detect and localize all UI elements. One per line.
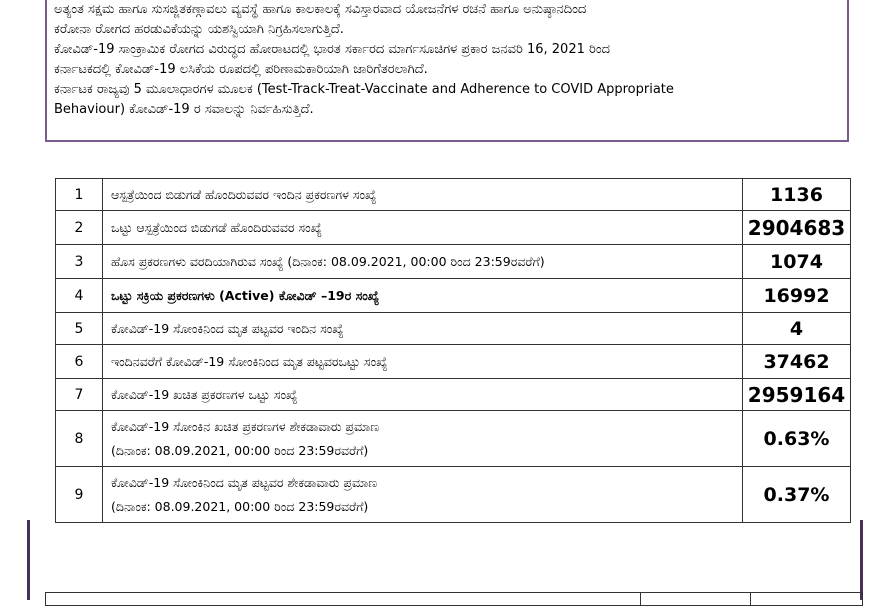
intro-line: ಕರ್ನಾಟಕದಲ್ಲಿ ಕೋವಿಡ್-19 ಲಸಿಕೆಯ ರೂಪದಲ್ಲಿ ಪರಿಣಾಮಕಾರಿಯಾಗಿ ಜಾರಿಗೆತರಲಾಗಿದೆ. — [54, 62, 428, 77]
row-value: 1136 — [743, 179, 851, 211]
row-description-main: ಕೋವಿಡ್-19 ಸೋಂಕಿನಿಂದ ಮೃತ ಪಟ್ಟವರ ಶೇಕಡಾವಾರು ಪ್ರಮಾಣ — [111, 474, 378, 490]
row-description-main: ಕೋವಿಡ್-19 ಸೋಂಕಿನ ಖಚಿತ ಪ್ರಕರಣಗಳ ಶೇಕಡಾವಾರು ಪ್ರಮಾಣ — [111, 418, 380, 434]
row-number: 4 — [56, 279, 103, 313]
table-row — [56, 279, 851, 313]
table-row — [56, 411, 851, 467]
intro-box — [45, 0, 849, 142]
row-description: ಕೋವಿಡ್-19 ಖಚಿತ ಪ್ರಕರಣಗಳ ಒಟ್ಟು ಸಂಖ್ಯೆ — [103, 379, 743, 411]
covid-stats-table — [55, 178, 851, 523]
intro-line: ಕೋವಿಡ್-19 ಸಾಂಕ್ರಾಮಿಕ ರೋಗದ ವಿರುದ್ಧದ ಹೋರಾಟದಲ್ಲಿ ಭಾರತ ಸರ್ಕಾರದ ಮಾರ್ಗಸೂಚಿಗಳ ಪ್ರಕಾರ ಜನವರಿ 16, 2021 ರಿಂದ — [54, 42, 611, 57]
row-number: 5 — [56, 313, 103, 345]
row-description: ಒಟ್ಟು ಸಕ್ರಿಯ ಪ್ರಕರಣಗಳು (Active) ಕೋವಿಡ್ –19ರ ಸಂಖ್ಯೆ — [103, 279, 743, 313]
column-divider — [750, 593, 751, 605]
row-number: 1 — [56, 179, 103, 211]
row-date-range: (ದಿನಾಂಕ: 08.09.2021, 00:00 ರಿಂದ 23:59ರವರೆಗೆ) — [111, 498, 369, 514]
row-value: 0.37% — [743, 467, 851, 523]
row-number: 8 — [56, 411, 103, 467]
row-value: 16992 — [743, 279, 851, 313]
row-description: ಒಟ್ಟು ಆಸ್ಪತ್ರೆಯಿಂದ ಬಿಡುಗಡೆ ಹೊಂದಿರುವವರ ಸಂಖ್ಯೆ — [103, 211, 743, 245]
row-value: 37462 — [743, 345, 851, 379]
row-description: ಹೊಸ ಪ್ರಕರಣಗಳು ವರದಿಯಾಗಿರುವ ಸಂಖ್ಯೆ (ದಿನಾಂಕ: 08.09.2021, 00:00 ರಿಂದ 23:59ರವರೆಗೆ) — [103, 245, 743, 279]
row-description — [103, 467, 743, 523]
table-row — [56, 467, 851, 523]
column-divider — [640, 593, 641, 605]
row-number: 7 — [56, 379, 103, 411]
row-value: 2959164 — [743, 379, 851, 411]
row-number: 3 — [56, 245, 103, 279]
table-row — [56, 245, 851, 279]
row-number: 2 — [56, 211, 103, 245]
row-value: 0.63% — [743, 411, 851, 467]
intro-line: Behaviour) ಕೋವಿಡ್-19 ರ ಸವಾಲನ್ನು ನಿರ್ವಹಿಸುತ್ತಿದೆ. — [54, 102, 314, 117]
page-frame-left — [27, 520, 30, 600]
table-row — [56, 179, 851, 211]
row-number: 9 — [56, 467, 103, 523]
row-value: 1074 — [743, 245, 851, 279]
table-row — [56, 379, 851, 411]
table-row — [56, 211, 851, 245]
row-value: 2904683 — [743, 211, 851, 245]
next-table-header — [45, 592, 863, 606]
row-date-range: (ದಿನಾಂಕ: 08.09.2021, 00:00 ರಿಂದ 23:59ರವರೆಗೆ) — [111, 442, 369, 458]
row-description: ಇಂದಿನವರೆಗೆ ಕೋವಿಡ್-19 ಸೋಂಕಿನಿಂದ ಮೃತ ಪಟ್ಟವರಒಟ್ಟು ಸಂಖ್ಯೆ — [103, 345, 743, 379]
intro-line: ಕರ್ನಾಟಕ ರಾಜ್ಯವು 5 ಮೂಲಾಧಾರಗಳ ಮೂಲಕ (Test-Track-Treat-Vaccinate and Adherence to COVID Appropriate — [54, 82, 674, 97]
row-description — [103, 411, 743, 467]
page-frame-right — [860, 520, 863, 600]
table-row — [56, 345, 851, 379]
intro-line: ಕರೋನಾ ರೋಗದ ಹರಡುವಿಕೆಯನ್ನು ಯಶಸ್ವಿಯಾಗಿ ನಿಗ್ರಹಿಸಲಾಗುತ್ತಿದೆ. — [54, 22, 344, 37]
row-value: 4 — [743, 313, 851, 345]
row-number: 6 — [56, 345, 103, 379]
row-description: ಕೋವಿಡ್-19 ಸೋಂಕಿನಿಂದ ಮೃತ ಪಟ್ಟವರ ಇಂದಿನ ಸಂಖ್ಯೆ — [103, 313, 743, 345]
table-row — [56, 313, 851, 345]
row-description: ಆಸ್ಪತ್ರೆಯಿಂದ ಬಿಡುಗಡೆ ಹೊಂದಿರುವವರ ಇಂದಿನ ಪ್ರಕರಣಗಳ ಸಂಖ್ಯೆ — [103, 179, 743, 211]
intro-line: ಅತ್ಯಂತ ಸಕ್ಷಮ ಹಾಗೂ ಸುಸಜ್ಜಿತಕಣ್ಗಾವಲು ವ್ಯವಸ್ಥೆ ಹಾಗೂ ಕಾಲಕಾಲಕ್ಕೆ ಸವಿಸ್ತಾರವಾದ ಯೋಜನೆಗಳ ರಚನೆ ಹಾಗೂ ಅನುಷ್ಠಾನದಿಂದ — [54, 2, 587, 17]
